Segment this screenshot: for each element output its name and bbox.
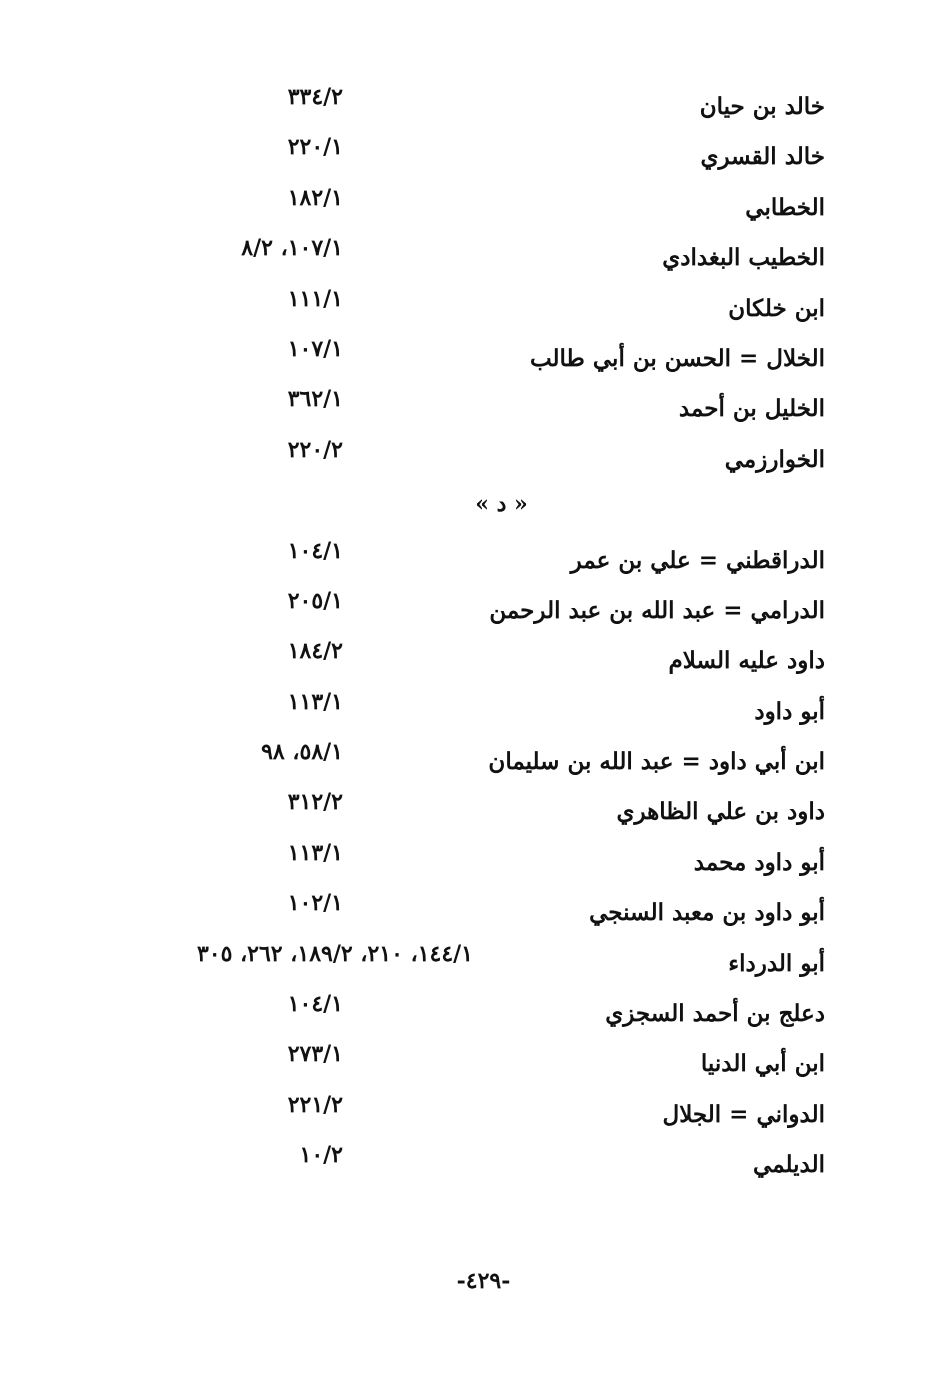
- entry-name: ابن أبي داود = عبد الله بن سليمان: [488, 748, 825, 776]
- entry-name: الديلمي: [753, 1151, 825, 1179]
- index-entry: [0, 733, 943, 783]
- index-entry: [0, 78, 943, 128]
- index-entry: [0, 380, 943, 430]
- entry-reference: ٢٢٠/٢: [287, 436, 343, 463]
- entry-reference: ١٠٤/١: [287, 537, 343, 564]
- entry-reference: ٢٧٣/١: [287, 1041, 343, 1068]
- entry-name: أبو داود: [754, 697, 825, 725]
- index-entry: [0, 935, 943, 985]
- entry-name: الخطيب البغدادي: [662, 244, 825, 272]
- index-entry: [0, 1035, 943, 1085]
- entry-reference: ١٨٢/١: [287, 184, 343, 211]
- entry-reference: ٢٢٠/١: [287, 134, 343, 161]
- section-heading: « د »: [475, 491, 528, 518]
- index-entry: [0, 783, 943, 833]
- entry-reference: ٣١٢/٢: [287, 789, 343, 816]
- entry-reference: ٣٦٢/١: [287, 386, 343, 413]
- index-entry: [0, 1086, 943, 1136]
- index-list: [0, 78, 943, 1187]
- index-entry: [0, 280, 943, 330]
- entry-reference: ٣٣٤/٢: [287, 84, 343, 110]
- index-entry: [0, 632, 943, 682]
- entry-name: ابن خلكان: [728, 294, 825, 322]
- index-entry: [0, 330, 943, 380]
- index-entry: [0, 834, 943, 884]
- entry-name: داود بن علي الظاهري: [616, 798, 825, 826]
- entry-name: داود عليه السلام: [668, 647, 825, 675]
- index-entry: [0, 1136, 943, 1186]
- entry-name: الخوارزمي: [724, 445, 825, 473]
- index-entry: [0, 582, 943, 632]
- entry-name: أبو داود بن معبد السنجي: [589, 899, 825, 927]
- index-entry: [0, 683, 943, 733]
- entry-name: الدرامي = عبد الله بن عبد الرحمن: [489, 596, 825, 624]
- entry-reference: ١٠٧/١، ٨/٢: [241, 235, 343, 262]
- entry-reference: ١٠٢/١: [287, 890, 343, 917]
- entry-reference: ١٠٧/١: [287, 335, 343, 362]
- entry-reference: ١٤٤/١، ٢١٠، ١٨٩/٢، ٢٦٢، ٣٠٥: [196, 940, 473, 967]
- entry-name: الدواني = الجلال: [662, 1100, 825, 1128]
- entry-name: ابن أبي الدنيا: [700, 1050, 825, 1078]
- index-entry: [0, 431, 943, 481]
- entry-name: أبو داود محمد: [693, 848, 825, 876]
- index-entry: [0, 229, 943, 279]
- entry-name: الخليل بن أحمد: [678, 395, 825, 423]
- entry-name: الخلال = الحسن بن أبي طالب: [529, 344, 825, 372]
- index-entry: [0, 985, 943, 1035]
- entry-reference: ٥٨/١، ٩٨: [261, 739, 343, 766]
- entry-name: الخطابي: [745, 193, 825, 221]
- index-entry: [0, 532, 943, 582]
- entry-name: خالد بن حيان: [699, 93, 825, 120]
- entry-reference: ١١٣/١: [287, 688, 343, 715]
- entry-name: الدراقطني = علي بن عمر: [570, 546, 825, 574]
- entry-reference: ١٨٤/٢: [287, 638, 343, 665]
- index-entry: [0, 179, 943, 229]
- entry-reference: ١١٣/١: [287, 839, 343, 866]
- entry-reference: ١١١/١: [287, 285, 343, 312]
- entry-reference: ١٠٤/١: [287, 991, 343, 1018]
- entry-reference: ٢٢١/٢: [287, 1091, 343, 1118]
- entry-reference: ٢٠٥/١: [287, 587, 343, 614]
- entry-name: دعلج بن أحمد السجزي: [605, 1000, 825, 1028]
- entry-name: أبو الدرداء: [728, 949, 825, 977]
- section-heading-row: [0, 481, 943, 531]
- index-entry: [0, 128, 943, 178]
- index-entry: [0, 884, 943, 934]
- entry-reference: ١٠/٢: [299, 1142, 343, 1169]
- entry-name: خالد القسري: [700, 143, 825, 171]
- page-number: -٤٢٩-: [456, 1268, 511, 1294]
